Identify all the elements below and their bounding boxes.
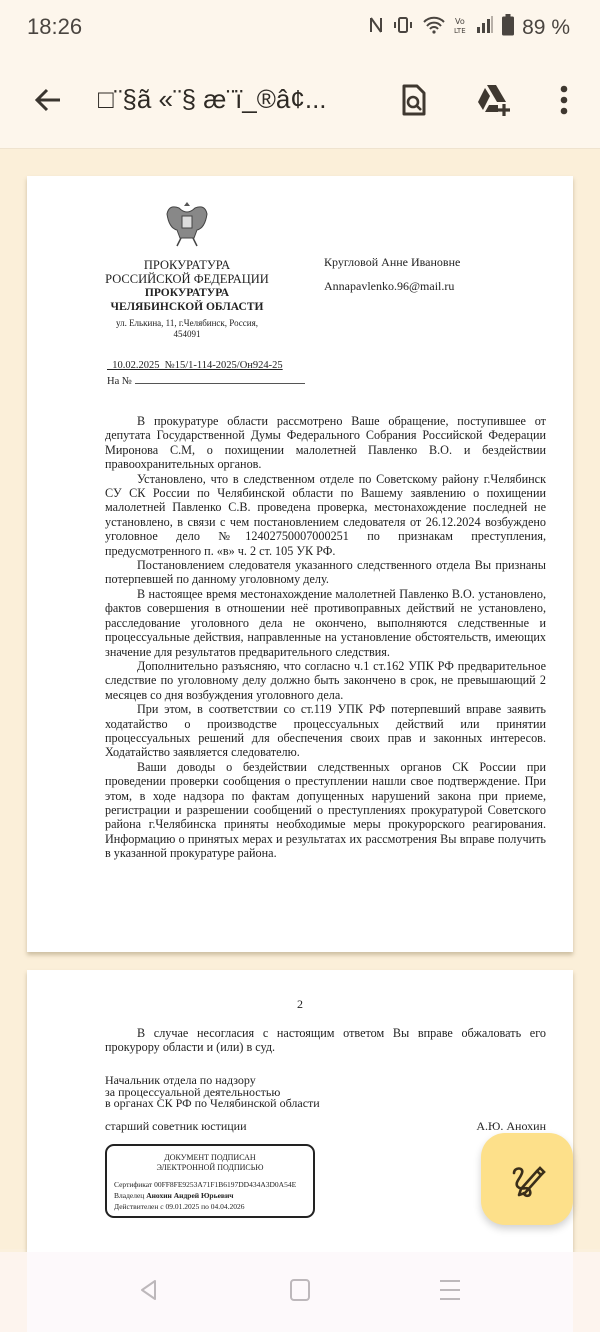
stamp-owner	[114, 1190, 313, 1201]
volte-icon	[454, 15, 468, 40]
signer-name: А.Ю. Анохин	[476, 1119, 546, 1133]
nfc-icon	[368, 15, 384, 40]
reply-to-label: На №	[107, 376, 132, 387]
fill-and-sign-button[interactable]	[481, 1133, 573, 1225]
recipient-block	[324, 250, 460, 298]
letter-body	[105, 414, 546, 861]
vibrate-icon	[392, 15, 414, 40]
stamp-header	[107, 1153, 313, 1173]
org-line-4: ЧЕЛЯБИНСКОЙ ОБЛАСТИ	[110, 301, 264, 313]
more-vert-icon	[546, 82, 582, 118]
recipient-email: Annapavlenko.96@mail.ru	[324, 279, 455, 293]
battery-icon	[502, 14, 514, 41]
app-bar	[0, 56, 600, 149]
paragraph: Ваши доводы о бездействии следственных органов СК России при проведении проверки сообщения о преступлении нашли свое подтверждение. При этом, в ходе надзора по фактам допущенных нарушений закона при приеме, регистрации и разрешении сообщений о преступлениях прокуратурой Советского района г.Челябинска приняты необходимые меры прокурорского реагирования. Информацию о принятых мерах и результатах их рассмотрения Вы вправе получить в указанной прокуратуре района.	[105, 759, 546, 861]
valid-to: 04.04.2026	[210, 1202, 245, 1211]
page-number: 2	[297, 997, 303, 1011]
valid-to-label: по	[201, 1202, 209, 1211]
owner-label: Владелец	[114, 1191, 145, 1200]
valid-from: 09.01.2025	[165, 1202, 200, 1211]
stamp-line-2: ЭЛЕКТРОННОЙ ПОДПИСЬЮ	[156, 1163, 264, 1172]
coat-of-arms-icon	[165, 198, 209, 248]
more-options-button[interactable]	[546, 82, 582, 118]
reply-to-blank	[135, 373, 305, 384]
stamp-validity	[114, 1201, 313, 1212]
paragraph: В случае несогласия с настоящим ответом Вы вправе обжаловать его прокурору области и (или) в суд.	[105, 1026, 546, 1055]
paragraph: В настоящее время местонахождение малолетней Павленко В.О. установлено, фактов совершения в отношении неё противоправных действий не установлено, расследование уголовного дела не окончено, выполняются следственные и процессуальные действия, направленные на установление обстоятельств, имеющих значение для результатов предварительного следствия.	[105, 586, 546, 659]
nav-home-button[interactable]	[288, 1278, 312, 1302]
registration-block	[107, 359, 305, 389]
wifi-icon	[422, 15, 446, 40]
cert-value: 00FF8FE9253A71F1B6197DD434A3D0A54E	[154, 1180, 297, 1189]
nav-back-icon	[137, 1278, 161, 1302]
organization-header	[97, 258, 277, 340]
signer-title-line-2: за процессуальной деятельностью	[105, 1084, 281, 1099]
electronic-signature-stamp	[105, 1144, 315, 1218]
valid-label: Действителен с	[114, 1202, 164, 1211]
status-icons	[368, 14, 570, 41]
search-in-document-button[interactable]	[396, 82, 432, 118]
reply-to-line	[107, 373, 305, 389]
document-search-icon	[396, 82, 432, 118]
cert-label: Сертификат	[114, 1180, 153, 1189]
org-line-3: ПРОКУРАТУРА	[144, 287, 230, 299]
stamp-line-1: ДОКУМЕНТ ПОДПИСАН	[164, 1153, 256, 1162]
svg-text:Vo: Vo	[455, 17, 465, 26]
status-time: 18:26	[27, 14, 83, 39]
paragraph: Постановлением следователя указанного следственного отдела Вы признаны потерпевшей по данному уголовному делу.	[105, 558, 546, 587]
battery-percent: 89 %	[522, 15, 570, 39]
org-line-2: РОССИЙСКОЙ ФЕДЕРАЦИИ	[105, 272, 269, 286]
nav-bar-side	[0, 1252, 27, 1332]
org-address	[97, 318, 277, 340]
nav-recents-button[interactable]	[438, 1278, 462, 1302]
stamp-certificate	[114, 1179, 313, 1190]
back-button[interactable]	[30, 82, 66, 118]
save-to-drive-button[interactable]	[473, 82, 509, 118]
paragraph: Дополнительно разъясняю, что согласно ч.1 ст.162 УПК РФ предварительное следствие по уголовному делу должно быть закончено в срок, не превышающий 2 месяцев со дня возбуждения уголовного дела.	[105, 658, 546, 702]
address-line-2: 454091	[173, 329, 201, 339]
svg-text:LTE: LTE	[454, 27, 466, 35]
signer-position	[105, 1075, 320, 1110]
pdf-page-1	[27, 176, 573, 952]
system-nav-bar	[27, 1252, 573, 1332]
nav-recents-icon	[438, 1278, 462, 1302]
registration-number: 10.02.2025 №15/1-114-2025/Он924-25	[107, 360, 283, 371]
nav-back-button[interactable]	[137, 1278, 161, 1302]
drive-add-icon	[473, 82, 513, 118]
letter-body-continued	[105, 1026, 546, 1055]
recipient-name: Кругловой Анне Ивановне	[324, 255, 461, 269]
status-bar	[0, 0, 600, 56]
owner-value: Анохин Андрей Юрьевич	[146, 1191, 234, 1200]
paragraph: При этом, в соответствии со ст.119 УПК РФ потерпевший вправе заявить ходатайство о производстве процессуальных действий или принятии процессуальных решений для обеспечения своих прав и законных интересов. Ходатайство заявляется следователю.	[105, 702, 546, 760]
signer-title-line-1: Начальник отдела по надзору	[105, 1073, 256, 1087]
signer-rank: старший советник юстиции	[105, 1119, 247, 1133]
nav-bar-side	[573, 1252, 600, 1332]
signal-icon	[476, 15, 494, 40]
paragraph: Установлено, что в следственном отделе по Советскому району г.Челябинск СУ СК России по Челябинской области по Вашему заявлению о похищении малолетней Павленко С.В. проведена проверка, местонахождение последней не установлено, в связи с чем постановлением следователя от 26.12.2024 возбуждено уголовное дело №12402750007000251 по признакам преступления, предусмотренного п. «в» ч. 2 ст. 105 УК РФ.	[105, 471, 546, 558]
signature-pen-icon	[481, 1133, 573, 1225]
nav-home-icon	[288, 1278, 312, 1302]
signer-title-line-3: в органах СК РФ по Челябинской области	[105, 1096, 320, 1110]
back-arrow-icon	[30, 82, 66, 118]
address-line-1: ул. Елькина, 11, г.Челябинск, Россия,	[115, 318, 259, 328]
document-title: □¨§ã «¨§ æ¨ï_®â¢...	[98, 84, 327, 114]
paragraph: В прокуратуре области рассмотрено Ваше обращение, поступившее от депутата Государственной Думы Федерального Собрания Российской Федерации Миронова С.М, о похищении малолетней Павленко В.О. и бездействии правоохранительных органов.	[105, 414, 546, 472]
org-line-1: ПРОКУРАТУРА	[143, 258, 231, 272]
pdf-viewer[interactable]	[0, 149, 600, 1249]
